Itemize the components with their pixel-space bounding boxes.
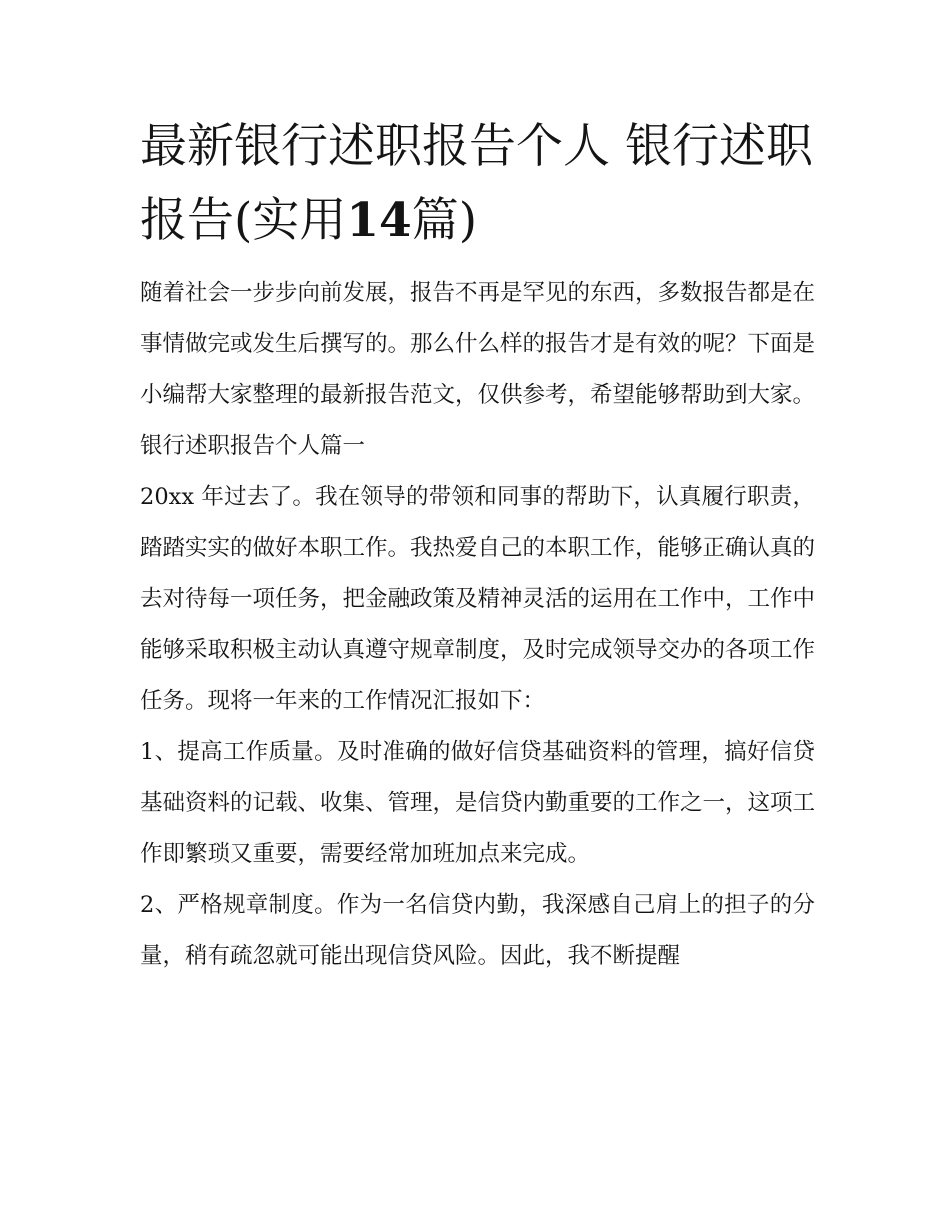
list-item-2: 2、严格规章制度。作为一名信贷内勤，我深感自己肩上的担子的分量，稍有疏忽就可能出现信贷风险。因此，我不断提醒 — [140, 892, 815, 969]
section-heading: 银行述职报告个人篇一 — [140, 433, 366, 459]
title-suffix: 篇) — [411, 193, 478, 248]
document-body — [140, 268, 815, 982]
document-content — [140, 110, 815, 982]
document-title — [140, 110, 815, 258]
title-text: 最新银行述职报告个人 银行述职报告(实用 — [140, 119, 813, 248]
list-item-1: 1、提高工作质量。及时准确的做好信贷基础资料的管理，搞好信贷基础资料的记载、收集、管理，是信贷内勤重要的工作之一，这项工作即繁琐又重要，需要经常加班加点来完成。 — [140, 739, 816, 867]
title-number: 14 — [346, 193, 412, 248]
intro-paragraph: 随着社会一步步向前发展，报告不再是罕见的东西，多数报告都是在事情做完或发生后撰写的。那么什么样的报告才是有效的呢？下面是小编帮大家整理的最新报告范文，仅供参考，希望能够帮助到大家。 — [140, 280, 816, 408]
body-paragraph: 20xx 年过去了。我在领导的带领和同事的帮助下，认真履行职责，踏踏实实的做好本职工作。我热爱自己的本职工作，能够正确认真的去对待每一项任务，把金融政策及精神灵活的运用在工作中，工作中能够采取积极主动认真遵守规章制度，及时完成领导交办的各项工作任务。现将一年来的工作情况汇报如下： — [140, 484, 816, 714]
